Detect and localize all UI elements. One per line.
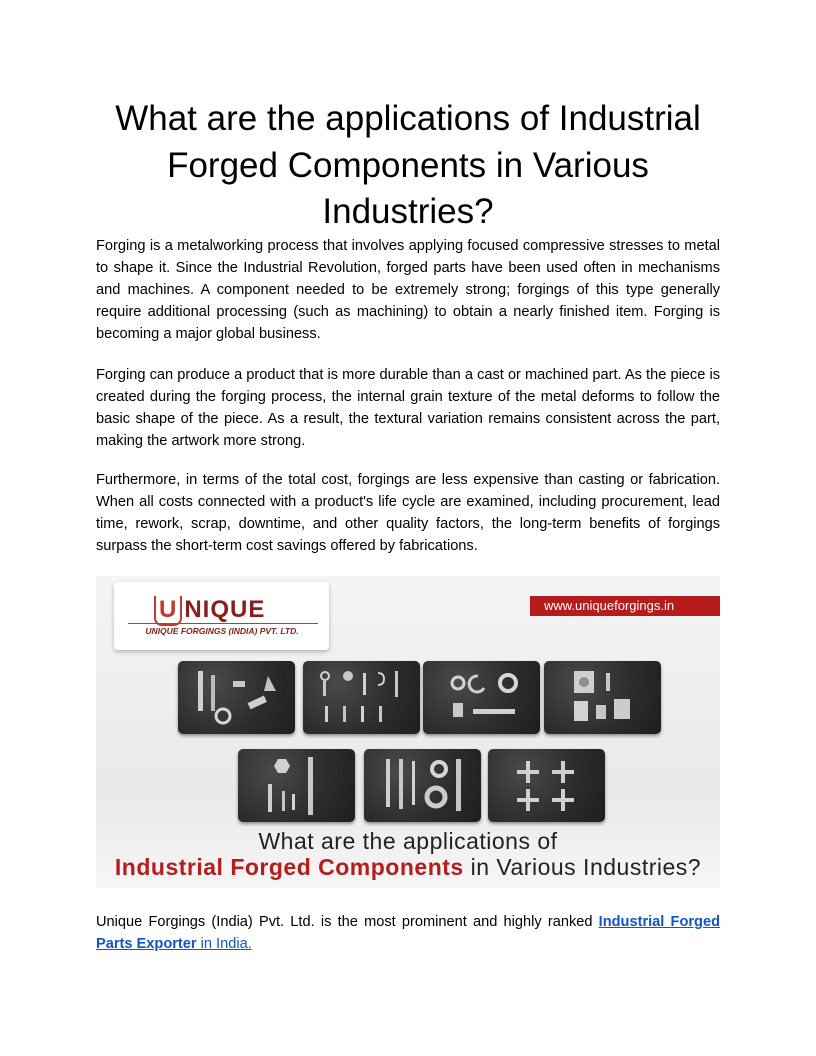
logo-divider xyxy=(128,623,318,624)
banner-caption-tail: in Various Industries? xyxy=(463,854,702,880)
paragraph-durability: Forging can produce a product that is more durable than a cast or machined part. As the piece is created during the forging process, the internal grain texture of the metal deforms to follow the basic shape of the piece. As a result, the textural variation remains consistent across the part, making the artwork more strong. xyxy=(96,367,720,449)
forged-parts-icon xyxy=(238,749,355,822)
forged-parts-tile-6 xyxy=(364,749,481,822)
forged-parts-tile-2 xyxy=(303,661,420,734)
company-logo xyxy=(114,582,329,650)
logo-wordmark xyxy=(154,596,265,626)
banner-caption-line1: What are the applications of xyxy=(258,828,558,854)
forged-parts-icon xyxy=(544,661,661,734)
forged-parts-tile-1 xyxy=(178,661,295,734)
logo-u-mark: U xyxy=(154,596,182,626)
paragraph-cost: Furthermore, in terms of the total cost, forgings are less expensive than casting or fabrication. When all costs connected with a product's life cycle are examined, including procurement, lead time, rework, scrap, downtime, and other quality factors, the long-term benefits of forgings surpass the short-term cost savings offered by fabrications. xyxy=(96,472,720,554)
logo-subtitle: UNIQUE FORGINGS (INDIA) PVT. LTD. xyxy=(145,626,299,636)
forged-parts-tile-4 xyxy=(544,661,661,734)
forged-parts-icon xyxy=(364,749,481,822)
forged-parts-tile-3 xyxy=(423,661,540,734)
forged-parts-tile-7 xyxy=(488,749,605,822)
forged-parts-icon xyxy=(303,661,420,734)
paragraph-exporter xyxy=(96,911,720,955)
forged-parts-icon xyxy=(423,661,540,734)
forged-parts-icon xyxy=(178,661,295,734)
banner-image xyxy=(96,576,720,888)
exporter-link[interactable]: Industrial Forged Parts Exporter xyxy=(96,914,720,952)
paragraph-intro: Forging is a metalworking process that involves applying focused compressive stresses to metal to shape it. Since the Industrial Revolution, forged parts have been used often in mechanisms and machines. A component needed to be extremely strong; forgings of this type generally require additional processing (such as machining) to obtain a nearly finished item. Forging is becoming a major global business. xyxy=(96,238,720,342)
forged-parts-tile-5 xyxy=(238,749,355,822)
page-title: What are the applications of Industrial Forged Components in Various Industries? xyxy=(115,99,701,231)
forged-parts-icon xyxy=(488,749,605,822)
website-url-badge: www.uniqueforgings.in xyxy=(530,596,720,616)
logo-text: NIQUE xyxy=(184,596,266,623)
exporter-text: Unique Forgings (India) Pvt. Ltd. is the most prominent and highly ranked xyxy=(96,914,599,930)
banner-caption-line2 xyxy=(96,854,720,881)
banner-caption-highlight: Industrial Forged Components xyxy=(114,854,464,880)
exporter-link-tail[interactable]: in India. xyxy=(196,936,252,952)
